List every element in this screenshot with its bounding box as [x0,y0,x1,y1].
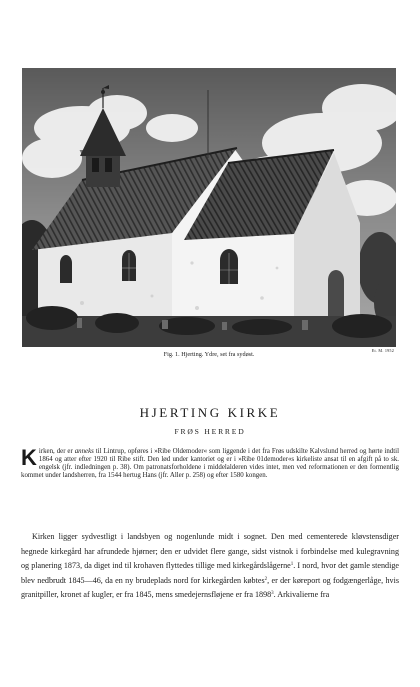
footnote-ref-1: 1 [290,562,294,567]
body-text-1: Kirken ligger sydvestligt i landsbyen og nogenlunde midt i sognet. Den med cementerede kløvstensdiger hegnede kirkegård har afrundede hjørner; den er udvidet flere gange, sidst vistnok i forbindelse med kulegravning og planering 1873, da diget ind til krohaven flyttedes tillige med kirkegårdslågerne [21,532,399,570]
intro-text-2: til Lintrup, opføres i »Ribe Oldemoder« som liggende i det fra Frøs udskilte Kalvslund herred og hørte indtil 1864 og atter efter 1920 til Ribe stift. Den lød under kantoriet og er i »Ribe 01demoder«s kirkeliste ansat til en afgift på to sk. engelsk (jfr. indledningen p. 38). Om patronatsforholdene i middelalderen vides intet, men ved reformationen er den formentlig kommet under landsherren, fra 1544 hertug Hans (jfr. Aller p. 258) og efter 1580 kongen. [21,448,399,480]
church-photograph [22,68,396,347]
footnote-ref-2: 2 [264,576,268,582]
body-paragraph [21,530,399,603]
body-text-2: . I nord, hvor det gamle stendige blev nedbrudt 1845—46, da en ny brudeplads nord for kirkegården købtes [21,561,399,585]
photo-credit: Et. M. 1952 [371,348,394,353]
intro-text-italic: anneks [74,448,94,455]
intro-paragraph [21,445,399,480]
drop-cap: K [21,445,37,470]
body-text-3: , er der køreport og fodgængerlåge, hvis granitpiller, kronet af kugler, er fra 1845, mens smedejernsfløjene er fra 1898 [21,575,399,599]
caption-text: Fig. 1. Hjerting. Ydre, set fra sydøst. [163,351,255,358]
intro-text-1: irken, der er [38,448,75,455]
page-title: HJERTING KIRKE [139,405,281,420]
body-text-4: . Arkivalierne fra [273,590,330,599]
page-subtitle: FRØS HERRED [174,427,246,436]
footnote-ref-3: 3 [271,591,274,596]
